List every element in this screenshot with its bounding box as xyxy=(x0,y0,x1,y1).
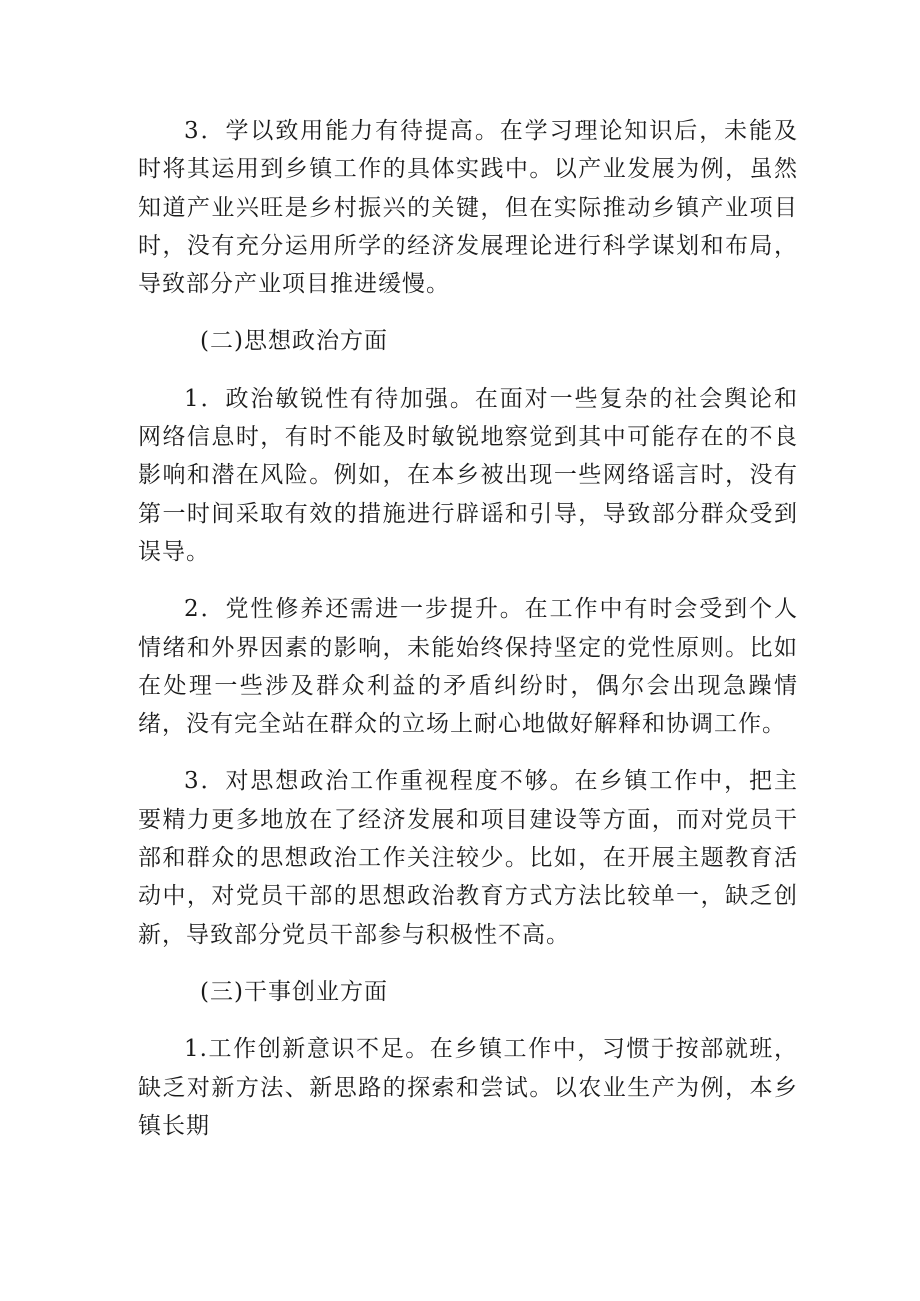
paragraph-innovation: 1.工作创新意识不足。在乡镇工作中，习惯于按部就班，缺乏对新方法、新思路的探索和尝试。以农业生产为例，本乡镇长期 xyxy=(138,1036,798,1139)
paragraph-applying-knowledge: 3．学以致用能力有待提高。在学习理论知识后，未能及时将其运用到乡镇工作的具体实践中。以产业发展为例，虽然知道产业兴旺是乡村振兴的关键，但在实际推动乡镇产业项目时，没有充分运用所学的经济发展理论进行科学谋划和布局，导致部分产业项目推进缓慢。 xyxy=(138,118,798,298)
paragraph-political-sensitivity: 1．政治敏锐性有待加强。在面对一些复杂的社会舆论和网络信息时，有时不能及时敏锐地察觉到其中可能存在的不良影响和潜在风险。例如，在本乡被出现一些网络谣言时，没有第一时间采取有效的措施进行辟谣和引导，导致部分群众受到误导。 xyxy=(138,385,798,565)
section-heading-ideology-politics: (二)思想政治方面 xyxy=(200,328,388,355)
section-heading-entrepreneurship: (三)干事创业方面 xyxy=(200,978,388,1005)
paragraph-party-spirit: 2．党性修养还需进一步提升。在工作中有时会受到个人情绪和外界因素的影响，未能始终保持坚定的党性原则。比如在处理一些涉及群众利益的矛盾纠纷时，偶尔会出现急躁情绪，没有完全站在群众的立场上耐心地做好解释和协调工作。 xyxy=(138,596,798,738)
paragraph-ideological-work: 3．对思想政治工作重视程度不够。在乡镇工作中，把主要精力更多地放在了经济发展和项目建设等方面，而对党员干部和群众的思想政治工作关注较少。比如，在开展主题教育活动中，对党员干部的思想政治教育方式方法比较单一，缺乏创新，导致部分党员干部参与积极性不高。 xyxy=(138,768,798,948)
document-body xyxy=(138,112,798,1164)
